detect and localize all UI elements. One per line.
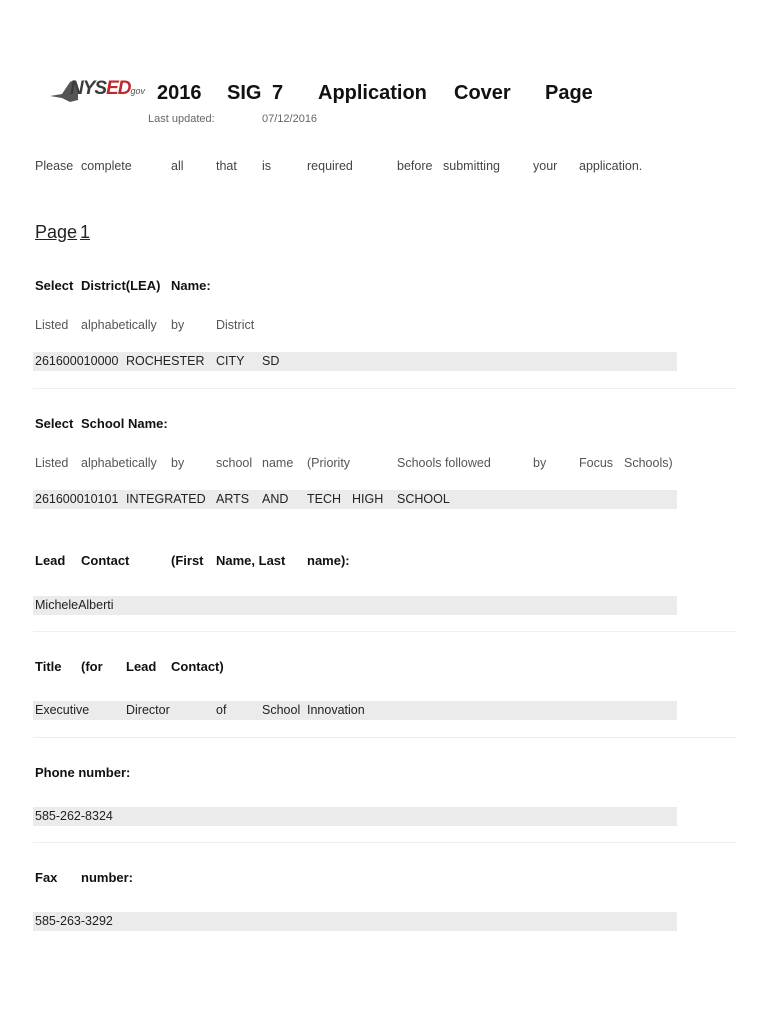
district-label-word: Select (35, 278, 74, 293)
school-value-word: AND (262, 492, 289, 506)
fax-value: 585-263-3292 (35, 914, 113, 928)
phone-input[interactable] (33, 807, 677, 826)
intro-word: Please (35, 159, 74, 173)
title-value-word: School (262, 703, 301, 717)
logo-wordmark: NYSEDgov (70, 78, 145, 99)
title-word: Application (318, 82, 427, 104)
intro-word: your (533, 159, 558, 173)
title-value-word: Executive (35, 703, 90, 717)
intro-word: application. (579, 159, 643, 173)
school-hint-word: school (216, 456, 253, 470)
lead-contact-input[interactable] (33, 596, 677, 615)
section-divider (33, 842, 736, 843)
school-hint-word: name (262, 456, 294, 470)
title-word: 2016 (157, 82, 202, 104)
district-value-word: 261600010000 (35, 354, 119, 368)
school-value-word: ARTS (216, 492, 250, 506)
fax-input[interactable] (33, 912, 677, 931)
title-value-word: Director (126, 703, 170, 717)
last-updated-date: 07/12/2016 (262, 113, 318, 125)
title-value-word: Innovation (307, 703, 365, 717)
title-label-word: (for (81, 659, 103, 674)
fax-label-word: number: (81, 870, 133, 885)
school-value-word: SCHOOL (397, 492, 450, 506)
contact-label-word: (First (171, 553, 204, 568)
phone-value: 585-262-8324 (35, 809, 113, 823)
title-value-word: of (216, 703, 227, 717)
district-hint-word: alphabetically (81, 318, 157, 332)
intro-word: required (307, 159, 353, 173)
school-value-word: 261600010101 (35, 492, 119, 506)
contact-label-word: Lead (35, 553, 66, 568)
school-hint-word: Focus (579, 456, 614, 470)
district-hint-word: District (216, 318, 255, 332)
district-label-word: District(LEA) (81, 278, 161, 293)
title-label-word: Lead (126, 659, 157, 674)
section-divider (33, 631, 736, 632)
district-value-word: SD (262, 354, 280, 368)
school-value-word: HIGH (352, 492, 384, 506)
intro-word: submitting (443, 159, 500, 173)
district-label-word: Name: (171, 278, 211, 293)
phone-label: Phone number: (35, 765, 131, 780)
school-label-word: School Name: (81, 416, 168, 431)
title-word: SIG (227, 82, 262, 104)
district-value-word: ROCHESTER (126, 354, 205, 368)
school-hint-word: (Priority (307, 456, 351, 470)
school-hint-word: Schools) (624, 456, 673, 470)
district-hint-word: by (171, 318, 185, 332)
intro-word: is (262, 159, 272, 173)
school-hint-word: Listed (35, 456, 69, 470)
intro-word: that (216, 159, 237, 173)
school-hint-word: by (533, 456, 547, 470)
school-hint-word: by (171, 456, 185, 470)
last-updated-label: Last updated: (148, 113, 215, 125)
fax-label-word: Fax (35, 870, 58, 885)
contact-label-word: name): (307, 553, 350, 568)
intro-word: before (397, 159, 433, 173)
page-heading-label: Page (35, 222, 78, 242)
school-value-word: INTEGRATED (126, 492, 206, 506)
district-hint-word: Listed (35, 318, 69, 332)
contact-label-word: Name, Last (216, 553, 286, 568)
intro-word: all (171, 159, 184, 173)
contact-label-word: Contact (81, 553, 130, 568)
title-label-word: Title (35, 659, 62, 674)
district-value-word: CITY (216, 354, 245, 368)
school-value-word: TECH (307, 492, 342, 506)
title-word: 7 (272, 82, 284, 104)
lead-contact-value: MicheleAlberti (35, 598, 114, 612)
title-word: Page (545, 82, 593, 104)
school-label-word: Select (35, 416, 74, 431)
school-hint-word: alphabetically (81, 456, 157, 470)
school-hint-word: Schools followed (397, 456, 491, 470)
section-divider (33, 388, 736, 389)
intro-word: complete (81, 159, 132, 173)
section-divider (33, 737, 736, 738)
page-heading-number: 1 (80, 222, 91, 242)
title-word: Cover (454, 82, 511, 104)
title-label-word: Contact) (171, 659, 224, 674)
